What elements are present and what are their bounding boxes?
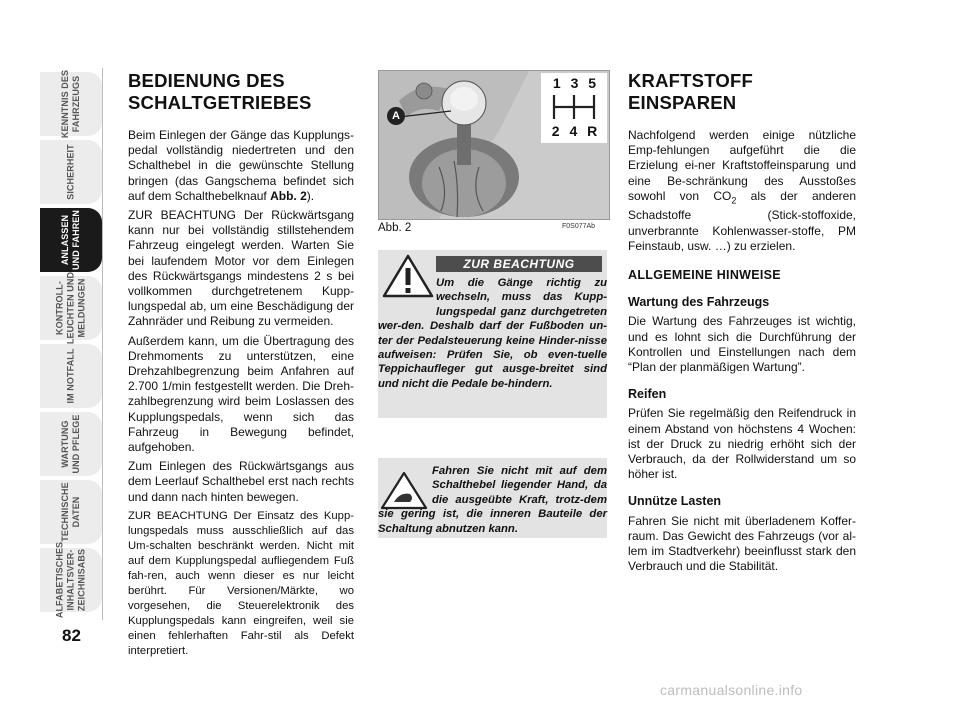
paragraph: Zum Einlegen des Rückwärtsgangs aus dem Leerlauf Schalthebel erst nach rechts und dann nach hinten bewegen.: [128, 459, 354, 504]
tab-label: SICHERHEIT: [65, 144, 76, 200]
tab-kontroll[interactable]: [40, 271, 102, 345]
paragraph: Außerdem kann, um die Übertragung des Drehmoments zu unterstützen, eine Drehzahlbegrenzung beim Anfahren auf 2.700 1/min festgestellt werden. Die Dreh-zahlbegrenzung wird beim Loslassen des Kupplungspedals, wenn sich das Fahrzeug in Bewegung befindet, aufgehoben.: [128, 333, 354, 455]
tab-wartung[interactable]: [40, 412, 102, 476]
figure-reference: Abb. 2: [270, 188, 307, 203]
title-kraftstoff: KRAFTSTOFF EINSPAREN: [628, 70, 753, 113]
sidebar-divider: [102, 68, 103, 620]
subheading-reifen: Reifen: [628, 387, 667, 402]
warning-box-hand: [378, 458, 607, 538]
left-column: [128, 70, 354, 663]
text: Beim Einlegen der Gänge das Kupplungs-pedal vollständig niedertreten und den Schalthebel in die gewünschte Stellung bringen (das Gangschema befindet sich auf dem Schalthebelknauf: [128, 128, 354, 203]
tab-label: TECHNISCHE DATEN: [60, 482, 81, 542]
warning-header: ZUR BEACHTUNG: [436, 256, 602, 272]
paragraph: ZUR BEACHTUNG Der Einsatz des Kupp-lungspedals muss ausschließlich auf das Um-schalten beschränkt werden. Nicht mit auf dem Kupplungspedal aufliegendem Fuß fah-ren, auch wenn dieser es nur leicht berührt. Für Versionen/Märkte, wo vorgesehen, die Steuerelektronik des Kupplungspedals kann eingreifen, weil sie einen fehlerhaften Fahr-stil als Defekt interpretiert.: [128, 509, 354, 657]
gear-shift-figure: [378, 70, 610, 220]
subscript: 2: [731, 195, 737, 206]
tab-sicherheit[interactable]: [40, 140, 102, 204]
warning-body: Um die Gänge richtig zu wechseln, muss das Kupp-lungspedal ganz durchgetreten wer-den. Deshalb darf der Fußboden un-ter der Pedalsteuerung keine Hinder-nisse aufweisen: Prüfen Sie, ob even-tuelle Teppichaufleger gut ausge-breitet sind und nicht die Pedale be-hindern.: [378, 277, 607, 390]
subheading-lasten: Unnütze Lasten: [628, 494, 722, 509]
warning-text: [378, 464, 607, 536]
text: als der anderen Schadstoffe (Stick-stoffoxide, unverbrannte Kohlenwasser-stoffe, PM Feinstaub, usw. …) zu erzielen.: [628, 188, 856, 253]
section-heading: ALLGEMEINE HINWEISE: [628, 268, 781, 283]
float-spacer: [378, 276, 436, 306]
watermark: carmanualsonline.info: [660, 682, 803, 698]
warning-box-beachtung: [378, 250, 607, 418]
text: ).: [306, 188, 315, 203]
paragraph: [628, 128, 856, 254]
tab-anlassen[interactable]: [40, 208, 102, 272]
subheading-wartung: Wartung des Fahrzeugs: [628, 295, 770, 310]
tab-label: ALFABETISCHES INHALTSVER- ZEICHNISABS: [54, 541, 87, 619]
tab-index[interactable]: [40, 541, 102, 619]
marker-a: A: [387, 107, 405, 125]
text: Nachfolgend werden einige nützliche Emp-fehlungen aufgeführt die die Erzielung ei-ner Kraftstoffeinsparung und eine Be-schränkung des Ausstoßes sowohl von CO: [628, 128, 856, 203]
gear-pattern-top: 1 3 5: [552, 75, 600, 91]
title-schaltgetriebe: BEDIENUNG DES SCHALTGETRIEBES: [128, 70, 312, 113]
right-column: [628, 70, 856, 578]
page-number: 82: [62, 626, 81, 645]
tab-notfall[interactable]: [40, 344, 102, 408]
figure-caption: Abb. 2: [378, 222, 412, 234]
paragraph: Prüfen Sie regelmäßig den Reifendruck in einem Abstand von höchstens 4 Wochen: ist der Druck zu niedrig erhöht sich der Verbrauch, da der Rollwiderstand um so höher ist.: [628, 406, 856, 482]
tab-technische[interactable]: [40, 480, 102, 544]
paragraph: ZUR BEACHTUNG Der Rückwärtsgang kann nur bei vollständig stillstehendem Fahrzeug eingelegt werden. Warten Sie bei laufendem Motor vor dem Einlegen des Rückwärtsgangs mindestens 2 s bei vollkommen durchgetretenem Kupp-lungspedal ab, um eine Beschädigung der Zahnräder und Reibung zu vermeiden.: [128, 208, 354, 329]
paragraph: Die Wartung des Fahrzeuges ist wichtig, und es lohnt sich die Durchführung der Kontrollen und Einstellungen nach dem “Plan der planmäßigen Wartung”.: [628, 314, 856, 375]
tab-label: IM NOTFALL: [65, 348, 76, 404]
tab-label: KONTROLL- LEUCHTEN UND MELDUNGEN: [54, 271, 87, 345]
tab-kenntnis[interactable]: [40, 69, 102, 139]
float-spacer: [378, 464, 432, 506]
tab-label: WARTUNG UND PFLEGE: [60, 414, 81, 474]
warning-body: Fahren Sie nicht mit auf dem Schalthebel liegender Hand, da die ausgeübte Kraft, trotz-dem sie gering ist, die inneren Bauteile der Schaltung abnutzen kann.: [378, 465, 607, 535]
warning-text: [378, 276, 607, 391]
figure-code: F0S077Ab: [562, 223, 596, 230]
gear-shift-illustration: [379, 71, 609, 219]
paragraph: [128, 128, 354, 204]
gear-pattern-bottom: 2 4 R: [551, 123, 601, 139]
paragraph: Fahren Sie nicht mit überladenem Koffer-raum. Das Gewicht des Fahrzeugs (vor al-lem im Stadtverkehr) beeinflusst stark den Verbrauch und die Stabilität.: [628, 513, 856, 574]
tab-label: ANLASSEN UND FAHREN: [60, 209, 81, 271]
tab-label: KENNTNIS DES FAHRZEUGS: [60, 69, 81, 139]
